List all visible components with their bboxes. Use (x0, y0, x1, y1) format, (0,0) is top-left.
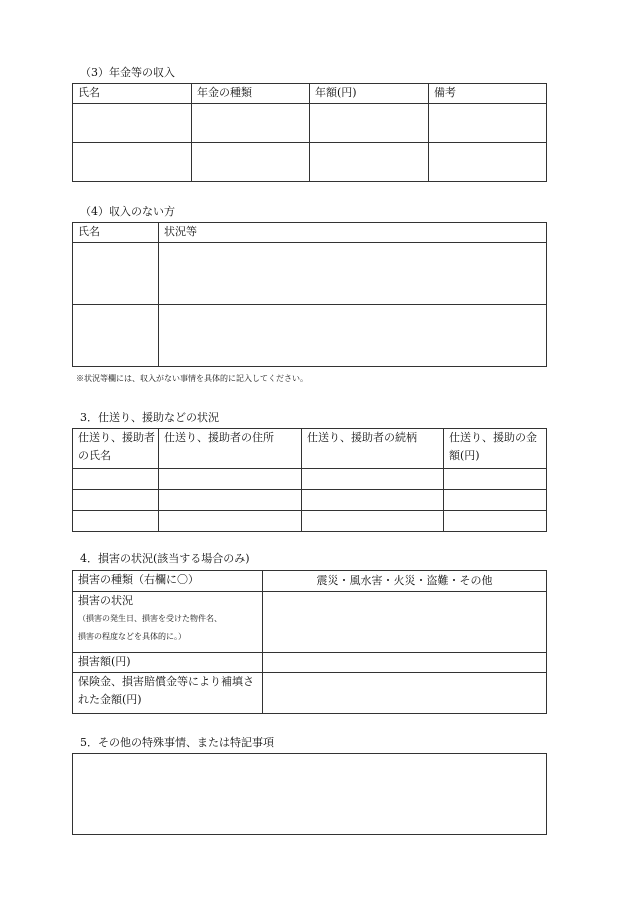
no-income-cell[interactable] (73, 243, 159, 305)
damage-type-options[interactable]: 震災・風水害・火災・盗難・その他 (263, 571, 547, 592)
damage-status-sub2: 損害の程度などを具体的に。） (78, 632, 186, 641)
table-row (73, 243, 547, 305)
remittance-cell[interactable] (73, 469, 159, 490)
table-row (73, 143, 547, 182)
remittance-cell[interactable] (159, 490, 302, 511)
other-table (72, 753, 547, 835)
damage-section-title: 4．損害の状況(該当する場合のみ) (80, 552, 250, 565)
pension-header-annual: 年額(円) (310, 84, 429, 104)
damage-compensation-label: 保険金、損害賠償金等により補填された金額(円) (73, 673, 263, 714)
table-row (73, 511, 547, 532)
table-row (73, 305, 547, 367)
pension-cell[interactable] (192, 104, 310, 143)
damage-type-label: 損害の種類（右欄に〇） (73, 571, 263, 592)
no-income-note: ※状況等欄には、収入がない事情を具体的に記入してください。 (76, 374, 308, 383)
remittance-cell[interactable] (302, 511, 444, 532)
remittance-header-amount: 仕送り、援助の金額(円) (444, 429, 547, 469)
remittance-cell[interactable] (444, 511, 547, 532)
damage-status-label (73, 592, 263, 653)
table-row (73, 490, 547, 511)
pension-cell[interactable] (310, 143, 429, 182)
remittance-cell[interactable] (302, 469, 444, 490)
damage-amount-label: 損害額(円) (73, 653, 263, 673)
pension-cell[interactable] (73, 143, 192, 182)
pension-cell[interactable] (429, 143, 547, 182)
remittance-table (72, 428, 547, 532)
other-section-title: 5．その他の特殊事情、または特記事項 (80, 736, 274, 749)
pension-section-title: （3）年金等の収入 (80, 66, 175, 79)
no-income-header-name: 氏名 (73, 223, 159, 243)
remittance-header-address: 仕送り、援助者の住所 (159, 429, 302, 469)
remittance-cell[interactable] (73, 490, 159, 511)
remittance-cell[interactable] (444, 469, 547, 490)
no-income-table (72, 222, 547, 367)
remittance-cell[interactable] (73, 511, 159, 532)
table-row (73, 104, 547, 143)
remittance-cell[interactable] (444, 490, 547, 511)
pension-cell[interactable] (310, 104, 429, 143)
remittance-header-relation: 仕送り、援助者の続柄 (302, 429, 444, 469)
remittance-cell[interactable] (159, 469, 302, 490)
damage-table (72, 570, 547, 714)
remittance-header-name: 仕送り、援助者の氏名 (73, 429, 159, 469)
pension-cell[interactable] (192, 143, 310, 182)
pension-cell[interactable] (73, 104, 192, 143)
damage-amount-cell[interactable] (263, 653, 547, 673)
pension-header-type: 年金の種類 (192, 84, 310, 104)
remittance-cell[interactable] (302, 490, 444, 511)
damage-status-cell[interactable] (263, 592, 547, 653)
no-income-section-title: （4）収入のない方 (80, 205, 175, 218)
no-income-header-status: 状況等 (159, 223, 547, 243)
pension-cell[interactable] (429, 104, 547, 143)
remittance-section-title: 3．仕送り、援助などの状況 (80, 411, 219, 424)
no-income-cell[interactable] (159, 243, 547, 305)
damage-status-title: 損害の状況 (78, 594, 133, 607)
other-notes-cell[interactable] (73, 754, 547, 835)
damage-status-sub1: （損害の発生日、損害を受けた物件名、 (78, 614, 222, 623)
remittance-cell[interactable] (159, 511, 302, 532)
no-income-cell[interactable] (73, 305, 159, 367)
table-row (73, 469, 547, 490)
pension-table (72, 83, 547, 182)
no-income-cell[interactable] (159, 305, 547, 367)
pension-header-name: 氏名 (73, 84, 192, 104)
pension-header-remarks: 備考 (429, 84, 547, 104)
damage-compensation-cell[interactable] (263, 673, 547, 714)
